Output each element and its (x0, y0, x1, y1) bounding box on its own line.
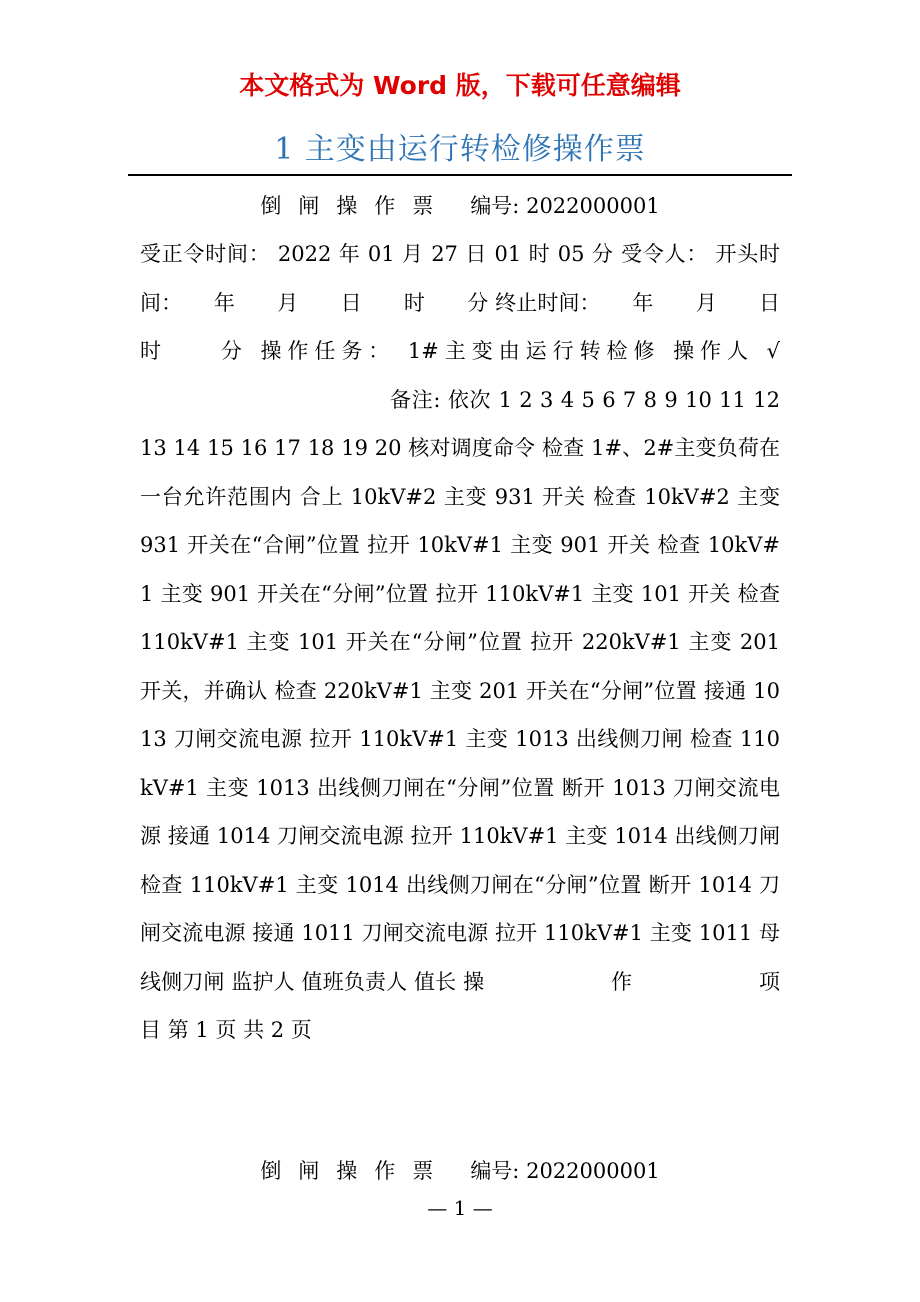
ticket-number-label: 编号: (470, 1159, 520, 1183)
page-number: — 1 — (427, 1196, 493, 1220)
ticket-label: 倒闸操作票 (260, 1159, 451, 1183)
ticket-header (0, 190, 920, 220)
document-title: 1 主变由运行转检修操作票 (274, 132, 646, 167)
ticket-body (140, 230, 906, 1055)
page-info: 第 1 页 共 2 页 (167, 1018, 312, 1042)
order-time-line: 受正令时间： 2022 年 01 月 27 日 01 时 05 分 (140, 242, 614, 266)
ticket-label: 倒闸操作票 (260, 194, 451, 218)
ticket-header-repeat (0, 1155, 920, 1185)
note-label: 备注: (390, 387, 441, 412)
task-line: 终止时间： 年 月 日 时 分 操作任务： 1#主变由运行转检修 操作人 √ (140, 290, 823, 363)
title-divider (128, 174, 792, 176)
download-banner: 本文格式为 Word 版，下载可任意编辑 (239, 71, 681, 100)
ticket-number-label: 编号: (470, 194, 520, 218)
ticket-number: 2022000001 (526, 194, 660, 218)
operation-steps: 依次 1 2 3 4 5 6 7 8 9 10 11 12 13 14 15 16 17 18 19 20 核对调度命令 检查 1#、2#主变负荷在一台允许范围内 合上 10kV#2 主变 931 开关 检查 10kV#2 主变 931 开关在“合闸”位置 拉开 10kV#1 主变 901 开关 检查 10kV#1 主变 901 开关在“分闸”位置 拉开 110kV#1 主变 101 开关 检查 110kV#1 主变 101 开关在“分闸”位置 拉开 220kV#1 主变 201 开关，并确认 检查 220kV#1 主变 201 开关在“分闸”位置 接通 1013 刀闸交流电源 拉开 110kV#1 主变 1013 出线侧刀闸 检查 110kV#1 主变 1013 出线侧刀闸在“分闸”位置 断开 1013 刀闸交流电源 接通 1014 刀闸交流电源 拉开 110kV#1 主变 1014 出线侧刀闸 检查 110kV#1 主变 1014 出线侧刀闸在“分闸”位置 断开 1014 刀闸交流电源 接通 1011 刀闸交流电源 拉开 110kV#1 主变 1011 母线侧刀闸 监护人 值班负责人 值长 (140, 387, 780, 994)
receiver-line: 受令人： 开头时间： 年 月 日 时 分 (140, 242, 780, 315)
ticket-number: 2022000001 (526, 1159, 660, 1183)
items-header: 操 作 项 目 (140, 969, 906, 1042)
